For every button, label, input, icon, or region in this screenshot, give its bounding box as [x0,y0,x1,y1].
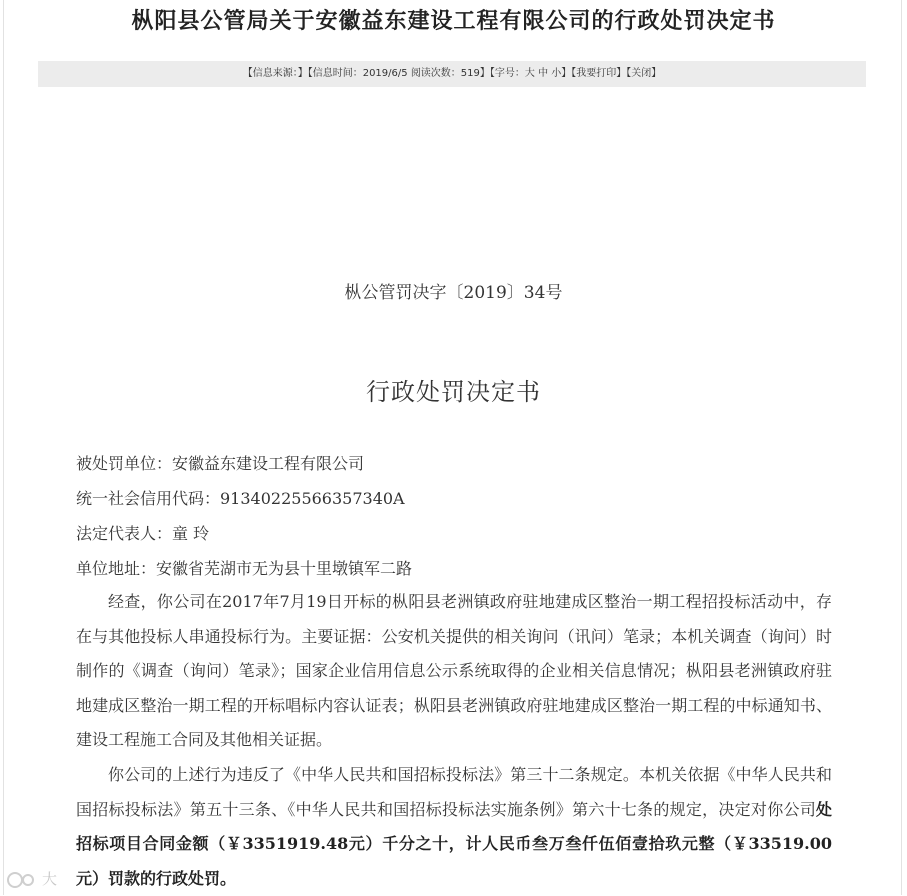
penalty-amount-text: 处招标项目合同金额（￥3351919.48元）千分之十，计人民币叁万叁仟伍佰壹拾玖元整（￥33519.00元）罚款的行政处罚。 [76,799,832,888]
font-size-large-link[interactable]: 大 [524,68,535,79]
font-size-medium-link[interactable]: 中 [538,68,549,79]
investigation-paragraph: 经查，你公司在2017年7月19日开标的枞阳县老洲镇政府驻地建成区整治一期工程招投标活动中，存在与其他投标人串通投标行为。主要证据：公安机关提供的相关询问（讯问）笔录；本机关调查（询问）时制作的《调查（询问）笔录》；国家企业信用信息公示系统取得的企业相关信息情况；枞阳县老洲镇政府驻地建成区整治一期工程的开标唱标内容认证表；枞阳县老洲镇政府驻地建成区整治一期工程的中标通知书、建设工程施工合同及其他相关证据。 [76,592,832,749]
info-bar [38,61,866,87]
info-views: 阅读次数：519】 [410,68,490,79]
decision-text: 你公司的上述行为违反了《中华人民共和国招标投标法》第三十二条规定。本机关依据《中华人民共和国招标投标法》第五十三条、《中华人民共和国招标投标法实施条例》第六十七条的规定，决定对你公司 [76,765,832,819]
info-time: 【信息时间：2019/6/5 [307,68,408,79]
watermark-icon [6,871,42,889]
decision-paragraph [76,758,832,896]
unit-address: 单位地址：安徽省芜湖市无为县十里墩镇军二路 [76,559,413,578]
document-heading: 行政处罚决定书 [366,378,541,406]
close-link[interactable]: 【关闭】 [626,68,662,79]
page-border-right [901,0,902,895]
credit-code: 统一社会信用代码：91340225566357340A [76,489,405,508]
font-size-small-link[interactable]: 小】 [551,68,572,79]
watermark-logo [6,868,57,889]
watermark-text: 大 [42,870,58,888]
page-border-left [3,0,4,895]
legal-representative: 法定代表人：童 玲 [76,524,210,543]
penalized-unit: 被处罚单位：安徽益东建设工程有限公司 [76,454,365,473]
print-link[interactable]: 【我要打印】 [571,68,627,79]
font-size-label: 【字号： [489,68,525,79]
article-title: 枞阳县公管局关于安徽益东建设工程有限公司的行政处罚决定书 [131,8,776,34]
info-source: 【信息来源：】 [242,68,308,79]
document-number: 枞公管罚决字〔2019〕34号 [344,283,563,303]
